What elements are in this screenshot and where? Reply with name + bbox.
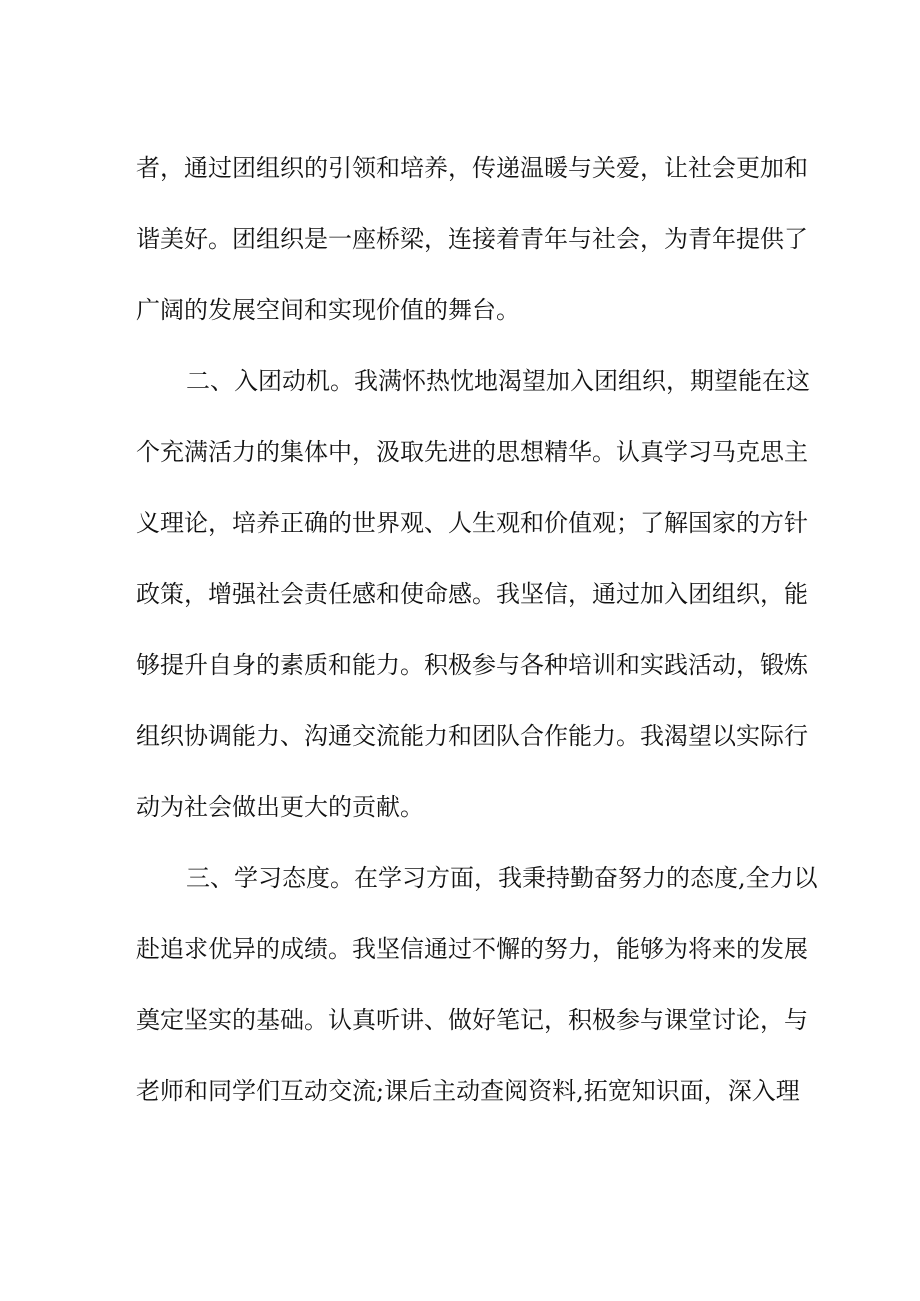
text-line: 者，通过团组织的引领和培养，传递温暖与关爱，让社会更加和 [136, 154, 808, 182]
text-line: 动为社会做出更大的贡献。 [136, 793, 424, 821]
text-line: 够提升自身的素质和能力。积极参与各种培训和实践活动，锻炼 [136, 651, 808, 679]
text-line: 赴追求优异的成绩。我坚信通过不懈的努力，能够为将来的发展 [136, 935, 808, 963]
text-line: 义理论，培养正确的世界观、人生观和价值观；了解国家的方针 [136, 509, 808, 537]
section-heading-line: 三、学习态度。在学习方面，我秉持勤奋努力的态度,全力以 [186, 864, 818, 892]
text-line: 老师和同学们互动交流;课后主动查阅资料,拓宽知识面，深入理 [136, 1077, 800, 1105]
section-heading-line: 二、入团动机。我满怀热忱地渴望加入团组织，期望能在这 [186, 367, 810, 395]
text-line: 谐美好。团组织是一座桥梁，连接着青年与社会，为青年提供了 [136, 225, 808, 253]
text-line: 政策，增强社会责任感和使命感。我坚信，通过加入团组织，能 [136, 580, 808, 608]
text-line: 奠定坚实的基础。认真听讲、做好笔记，积极参与课堂讨论，与 [136, 1006, 808, 1034]
text-line: 组织协调能力、沟通交流能力和团队合作能力。我渴望以实际行 [136, 722, 808, 750]
text-line: 个充满活力的集体中，汲取先进的思想精华。认真学习马克思主 [136, 438, 808, 466]
text-line: 广阔的发展空间和实现价值的舞台。 [136, 296, 520, 324]
